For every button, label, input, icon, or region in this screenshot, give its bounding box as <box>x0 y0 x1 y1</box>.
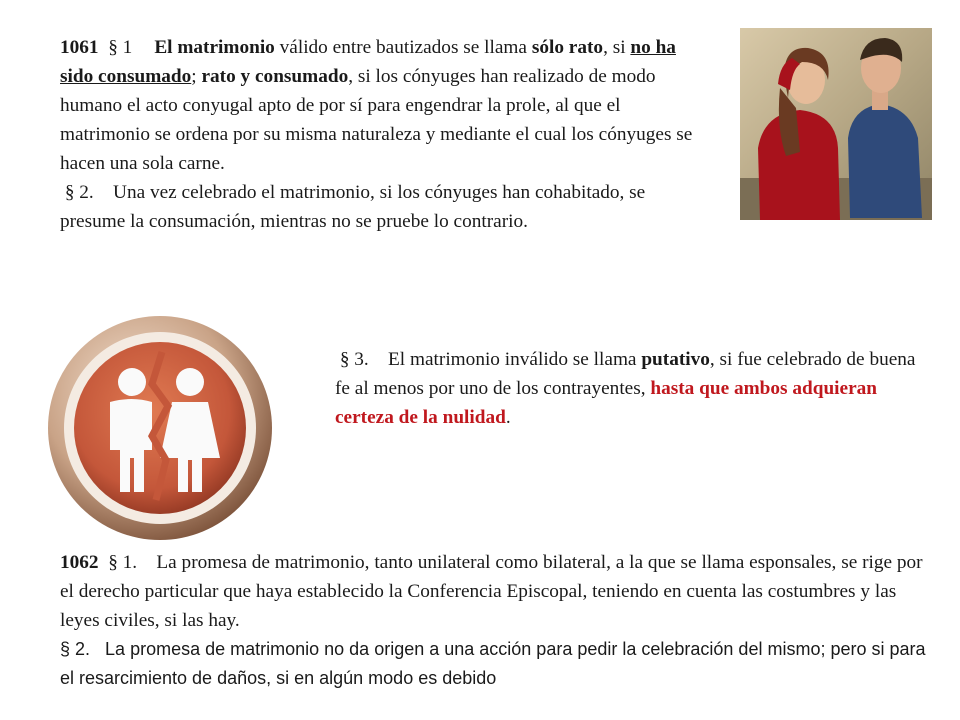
couple-photo <box>740 28 932 220</box>
canon-number: 1061 <box>60 37 99 58</box>
text-run: La promesa de matrimonio, tanto unilateral como bilateral, a la que se llama esponsales, se rige por el derecho particular que haya establecido la Conferencia Episcopal, teniendo en cuenta las costumbres y las leyes civiles, si las hay. <box>60 552 923 631</box>
text-run: Una vez celebrado el matrimonio, si los cónyuges han cohabitado, se presume la consumación, mientras no se pruebe lo contrario. <box>60 182 646 232</box>
bold-term: rato y consumado <box>201 66 349 87</box>
bold-term: sólo rato <box>531 37 604 58</box>
bold-term: El matrimonio <box>154 37 275 58</box>
section-mark: § 1 <box>108 37 133 58</box>
section-2-paragraph <box>60 635 940 693</box>
section-mark: § 3. <box>339 349 369 370</box>
broken-couple-icon <box>40 310 280 545</box>
canon-1061-section-3 <box>335 345 935 432</box>
broken-couple-emblem <box>40 310 280 545</box>
underlined-term: no ha sido consumado <box>60 37 676 87</box>
section-mark: § 2. <box>60 639 91 659</box>
text-run: . <box>505 407 511 428</box>
text-run: ; <box>191 66 202 87</box>
canon-1061-section-2 <box>60 178 700 236</box>
canon-1061-section-1 <box>60 33 700 178</box>
text-run: , si fue celebrado de buena fe al menos por uno de los contrayentes, <box>335 349 916 399</box>
text-run: El matrimonio inválido se llama <box>388 349 642 370</box>
section-1-paragraph <box>60 548 940 635</box>
text-run: , si los cónyuges han realizado de modo humano el acto conyugal apto de por sí para engendrar la prole, al que el matrimonio se ordena por su misma naturaleza y mediante el cual los cónyuges se hacen una sola carne. <box>60 66 693 174</box>
text-run: válido entre bautizados se llama <box>274 37 527 58</box>
canon-1062-section-2 <box>60 635 940 693</box>
highlighted-phrase: hasta que ambos adquieran certeza de la nulidad <box>335 378 878 428</box>
couple-photo-image <box>740 28 932 220</box>
section-mark: § 2. <box>64 182 94 203</box>
canon-number: 1062 <box>60 552 99 573</box>
canon-1062-section-1 <box>60 548 940 635</box>
bold-term: putativo <box>641 349 710 370</box>
canon-1061-text <box>60 33 700 236</box>
section-3-paragraph <box>335 345 935 432</box>
text-run: , si <box>603 37 631 58</box>
section-mark: § 1. <box>108 552 138 573</box>
text-run: La promesa de matrimonio no da origen a una acción para pedir la celebración del mismo; pero si para el resarcimiento de daños, si en algún modo es debido <box>60 639 926 688</box>
